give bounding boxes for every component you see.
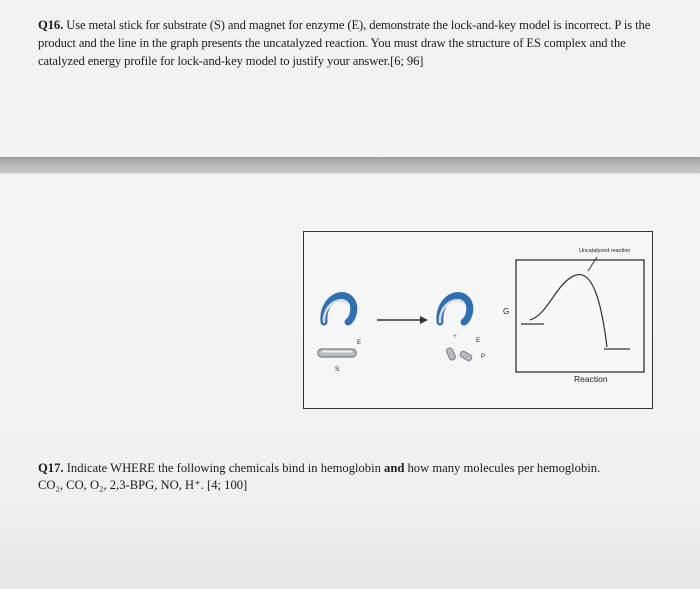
page-divider: [0, 157, 700, 174]
label-reaction: Reaction: [574, 374, 608, 384]
product-pieces: [446, 347, 473, 361]
question-16-text: Use metal stick for substrate (S) and magnet for enzyme (E), demonstrate the lock-and-key model is incorrect. P is the product and the line in the graph presents the uncatalyzed reaction. You must draw the structure of ES complex and the catalyzed energy profile for lock-and-key model to justify your answer.[6; 96]: [38, 18, 651, 68]
question-17-text-after: how many molecules per hemoglobin.: [404, 461, 601, 475]
question-17-line1: [38, 460, 673, 477]
question-17: [38, 460, 673, 494]
enzyme-diagram: [304, 232, 654, 410]
question-17-line2: CO₂, CO, O₂, 2,3-BPG, NO, H⁺. [4; 100]: [38, 478, 248, 492]
label-s: S: [335, 366, 340, 373]
page-shadow: [0, 500, 700, 589]
label-e2: E: [476, 338, 481, 344]
plus-sign: +: [453, 332, 457, 340]
question-17-number: Q17.: [38, 461, 64, 475]
reaction-arrow: [377, 316, 428, 324]
label-p: P: [481, 354, 486, 360]
question-16-number: Q16.: [38, 18, 64, 32]
substrate-stick: [318, 349, 356, 357]
label-g: G: [503, 307, 510, 316]
enzyme-magnet-1: [324, 295, 354, 322]
label-uncatalyzed: Uncatalyzed reaction: [579, 248, 631, 254]
question-17-text-before: Indicate WHERE the following chemicals bind in hemoglobin: [66, 461, 385, 475]
question-17-bold-word: and: [384, 461, 405, 475]
enzyme-magnet-2: [440, 295, 470, 322]
label-e1: E: [357, 340, 362, 346]
energy-profile-graph: [516, 257, 644, 372]
page-divider-highlight: [0, 173, 700, 174]
enzyme-figure: [303, 231, 653, 409]
question-16: [38, 16, 673, 70]
